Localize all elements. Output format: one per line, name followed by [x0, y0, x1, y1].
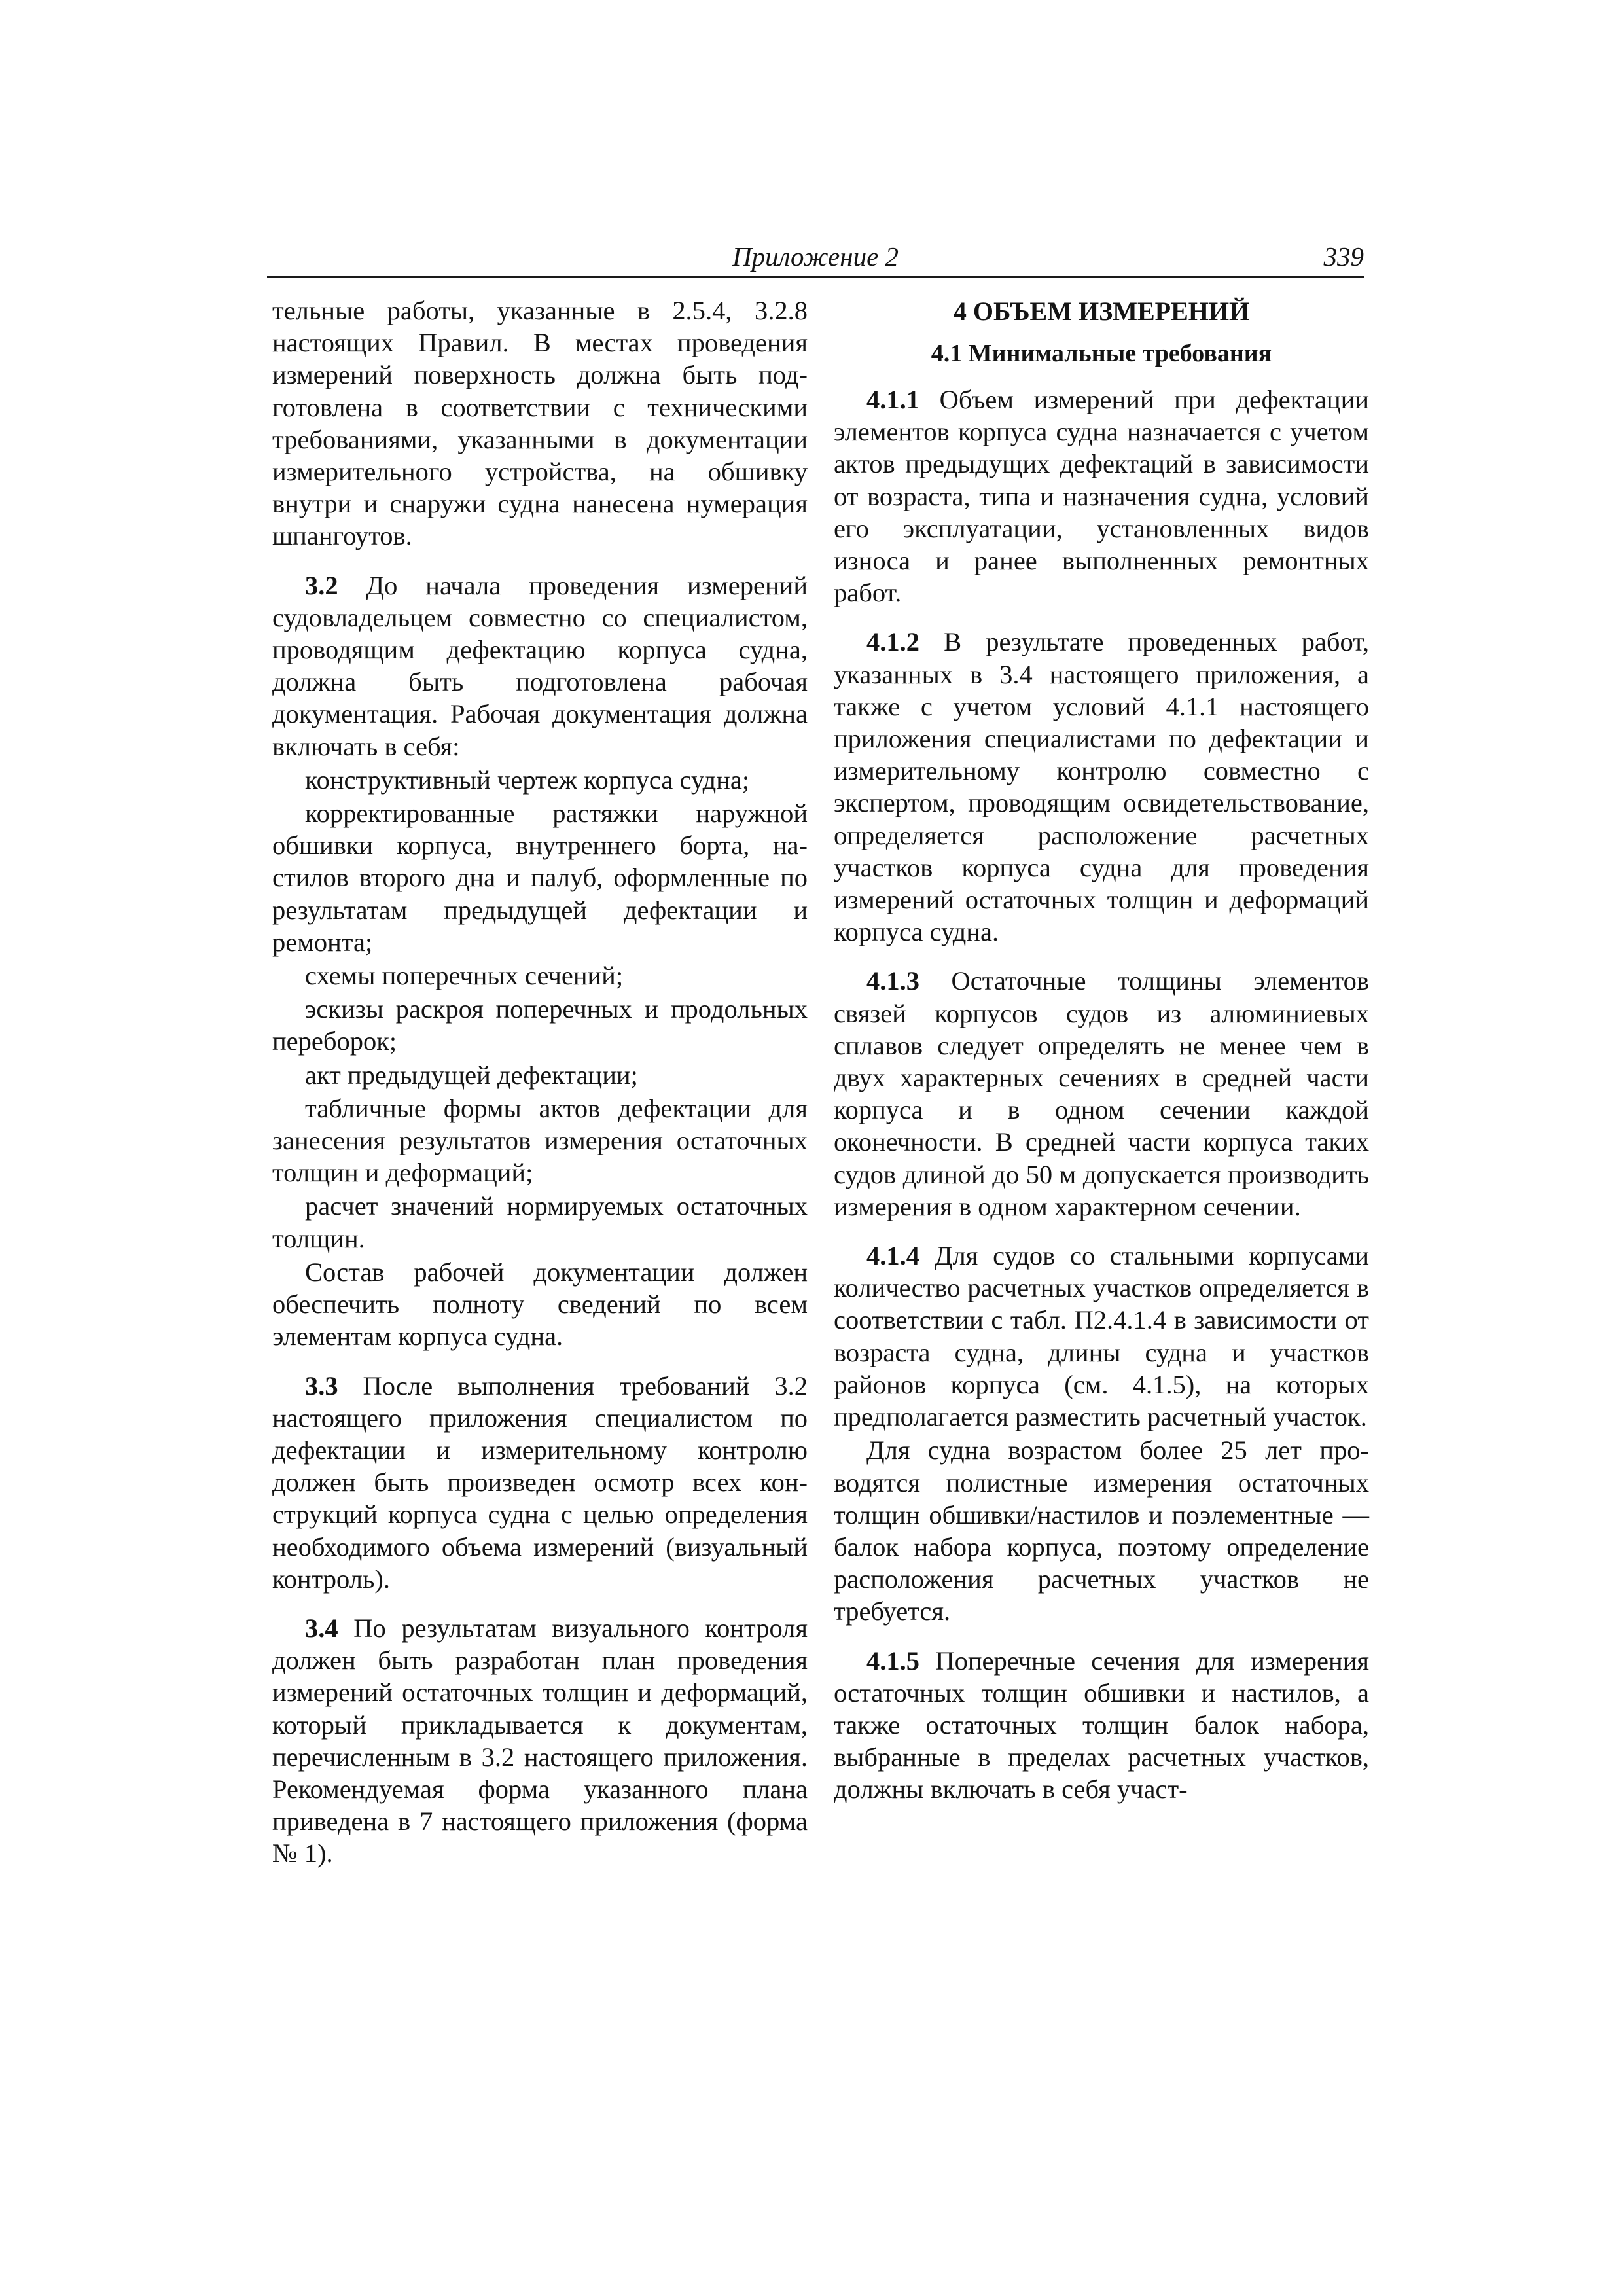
clause-text-3-3: После выполнения требований 3.2 настоящего приложения специалистом по дефектации и измерительному контролю должен быть произведен осмотр всех конструкций корпуса судна с целью определения необходимого объема измерений (визуальный контроль).: [272, 1371, 808, 1594]
clause-number-4-1-5: 4.1.5: [866, 1645, 919, 1676]
clause-text-4-1-2: В результате проведенных работ, указанных в 3.4 настоящего приложения, а также с учетом условий 4.1.1 настоящего приложения специалистами по дефектации и измерительному контролю совместно с экспертом, проводящим освидетельствование, определяется расположение расчетных участков корпуса судна для проведения измерений остаточных толщин и деформаций корпуса судна.: [834, 627, 1369, 947]
paragraph-age: Для судна возрастом более 25 лет проводятся полистные измерения остаточных толщин обшивки/настилов и поэлементные — балок набора корпуса, поэтому определение расположения расчетных участков не требуется.: [834, 1435, 1369, 1626]
left-column: [272, 295, 808, 1870]
clause-number-4-1-3: 4.1.3: [866, 966, 919, 996]
paragraph-4-1-2: [834, 626, 1369, 948]
list-item: акт предыдущей дефектации;: [305, 1060, 638, 1090]
clause-text-4-1-3: Остаточные толщины элементов связей корпусов судов из алюминиевых сплавов следует определять не менее чем в двух характерных сечениях в средней части корпуса и в одном сечении каждой оконечности. В средней части корпуса таких судов длиной до 50 м допускается производить измерения в одном характерном сечении.: [834, 966, 1370, 1221]
list-item: схемы поперечных сечений;: [305, 961, 624, 991]
list-item: корректированные растяжки наружной обшивки корпуса, внутреннего борта, настилов второго дна и палуб, оформленные по результатам предыдущей дефектации и ремонта;: [272, 798, 808, 957]
paragraph-4-1-5: [834, 1645, 1369, 1806]
list-item: конструктивный чертеж корпуса судна;: [305, 764, 750, 795]
clause-number-4-1-2: 4.1.2: [866, 627, 919, 657]
clause-text-4-1-1: Объем измерений при дефектации элементов корпуса судна назначается с учетом актов предыдущих дефектаций в зависимости от возраста, типа и назначения судна, условий его эксплуатации, установленных видов износа и ранее выполненных ремонтных работ.: [834, 385, 1369, 608]
page-header: [267, 241, 1364, 278]
clause-text-4-1-4: Для судов со стальными корпусами количество расчетных участков определяется в соответствии с табл. П2.4.1.4 в зависимости от возраста судна, длины судна и участков районов корпуса (см. 4.1.5), на которых предполагается разместить расчетный участок.: [834, 1241, 1369, 1432]
clause-text-3-4: По результатам визуального контроля должен быть разработан план проведения измерений остаточных толщин и деформаций, который прикладывается к документам, перечисленным в 3.2 настоящего приложения. Рекомендуемая форма указанного плана приведена в 7 настоящего приложения (форма № 1).: [272, 1613, 808, 1869]
page-number: 339: [1323, 242, 1364, 272]
paragraph-3-3: [272, 1370, 808, 1595]
paragraph-3-4: [272, 1612, 808, 1870]
list-item: эскизы раскроя поперечных и продольных переборок;: [272, 994, 808, 1056]
running-title: Приложение 2: [732, 242, 899, 272]
clause-number-4-1-4: 4.1.4: [866, 1241, 919, 1271]
list-item: табличные формы актов дефектации для занесения результатов измерения остаточных толщин и деформаций;: [272, 1093, 808, 1188]
clause-text-4-1-5: Поперечные сечения для измерения остаточных толщин обшивки и настилов, а также остаточных толщин балок набора, выбранные в пределах расчетных участков, должны включать в себя участ-: [834, 1645, 1370, 1804]
section-title: 4 ОБЪЕМ ИЗМЕРЕНИЙ: [953, 296, 1250, 326]
list-item: расчет значений нормируемых остаточных толщин.: [272, 1191, 808, 1253]
paragraph-4-1-1: [834, 384, 1369, 609]
paragraph-composition: Состав рабочей документации должен обеспечить полноту сведений по всем элементам корпуса судна.: [272, 1257, 808, 1352]
paragraph-4-1-3: [834, 965, 1369, 1223]
subsection-title: 4.1 Минимальные требования: [931, 340, 1272, 367]
right-column: [834, 295, 1369, 1806]
clause-number-4-1-1: 4.1.1: [866, 385, 919, 414]
paragraph-4-1-4: [834, 1240, 1369, 1433]
paragraph-continuation: тельные работы, указанные в 2.5.4, 3.2.8 настоящих Правил. В местах проведения измерений поверхность должна быть подготовлена в соответствии с техническими требованиями, указанными в документации измерительного устройства, на обшивку внутри и снаружи судна нанесена нумерация шпангоутов.: [272, 296, 808, 551]
paragraph-3-2: [272, 569, 808, 762]
clause-text-3-2: До начала проведения измерений судовладельцем совместно со специалистом, проводящим дефектацию корпуса судна, должна быть подготовлена рабочая документация. Рабочая документация должна включать в себя:: [272, 570, 808, 761]
clause-number-3-3: 3.3: [305, 1371, 338, 1401]
clause-number-3-4: 3.4: [305, 1613, 338, 1643]
clause-number-3-2: 3.2: [305, 570, 338, 600]
